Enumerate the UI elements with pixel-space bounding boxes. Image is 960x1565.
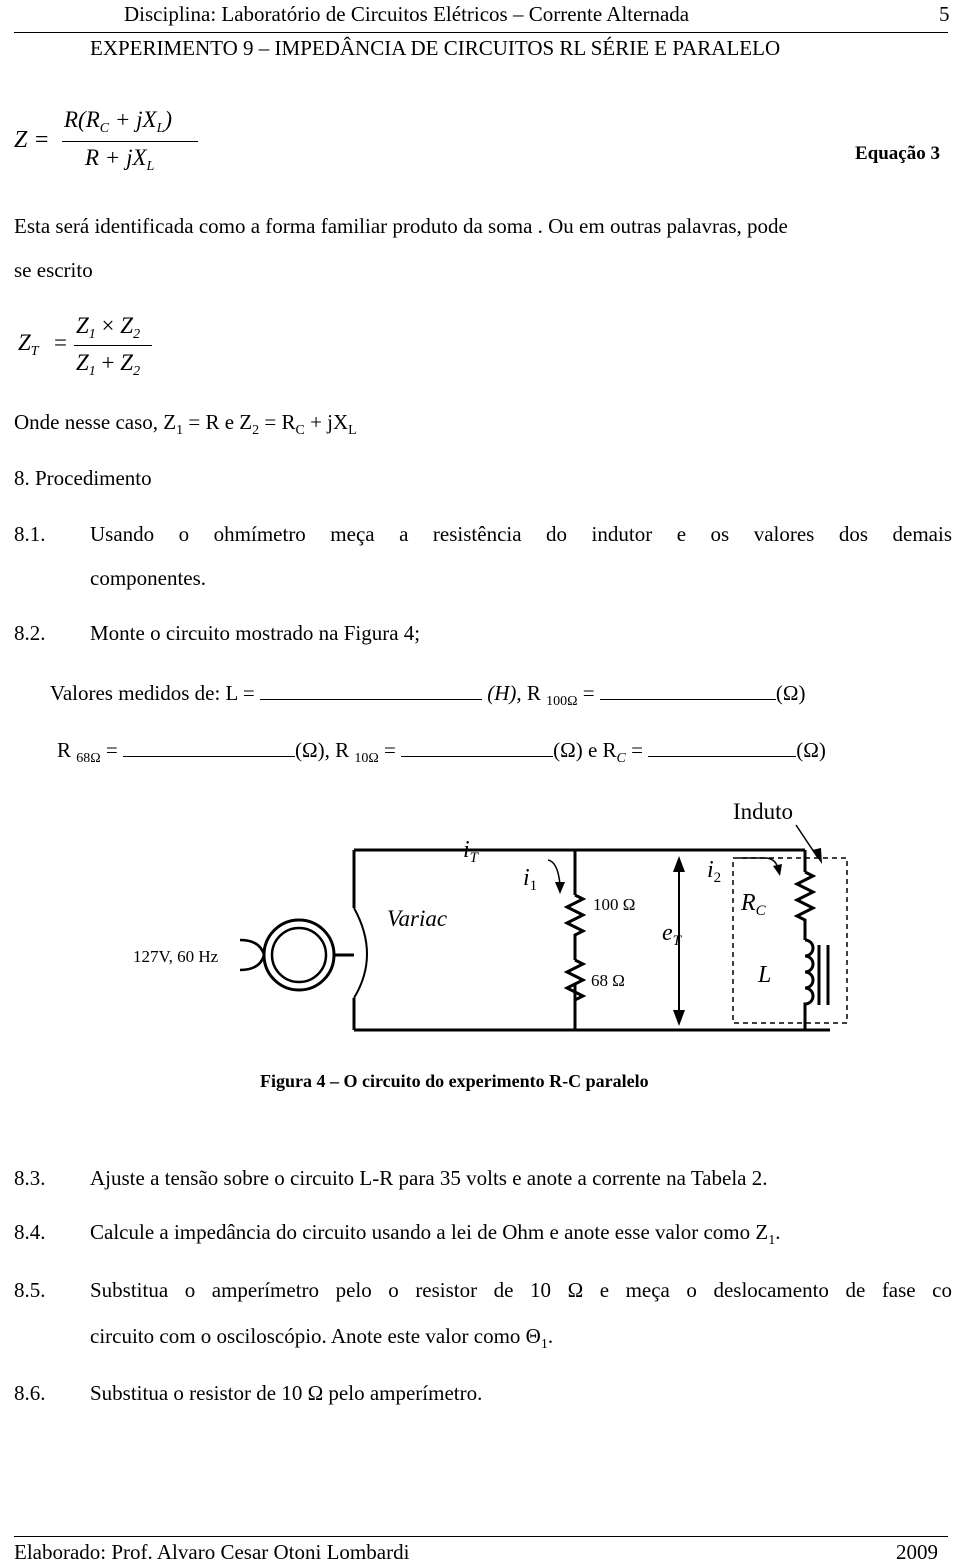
blank-rc[interactable]	[648, 738, 796, 757]
step-8-5-number: 8.5.	[14, 1278, 46, 1302]
zt-fraction-bar	[74, 345, 152, 346]
step-8-6-text: Substitua o resistor de 10 Ω pelo amperímetro.	[90, 1381, 483, 1405]
variac-arc	[354, 908, 367, 998]
label-et: $e_T$	[662, 920, 681, 949]
label-variac: Variac	[387, 906, 448, 931]
step-8-2-number: 8.2.	[14, 621, 46, 645]
inductor-box	[733, 858, 847, 1023]
step-8-3-text: Ajuste a tensão sobre o circuito L-R para 35 volts e anote a corrente na Tabela 2.	[90, 1166, 768, 1190]
eq3-numerator: $R(R_C + jX_L)$	[64, 107, 173, 136]
step-8-6-number: 8.6.	[14, 1381, 46, 1405]
label-it: $i_T$	[463, 837, 479, 866]
footer-rule	[14, 1536, 948, 1537]
measured-line-1: Valores medidos de: L = (H), R $_{100\Omega}$ = (Ω)	[50, 681, 806, 709]
label-induto: Induto	[733, 799, 794, 824]
circuit-wires	[333, 850, 830, 1030]
eq3-denominator: $R + jX_L$	[85, 145, 155, 174]
blank-r68[interactable]	[123, 738, 295, 757]
label-l: L	[758, 962, 772, 988]
header-subtitle: EXPERIMENTO 9 – IMPEDÂNCIA DE CIRCUITOS RL SÉRIE E PARALELO	[90, 36, 781, 60]
label-i2: $i_2$	[707, 857, 722, 886]
zt-lhs: $Z_T$	[18, 330, 39, 359]
ac-source-symbol	[240, 920, 334, 990]
zt-denominator: $Z_1 + Z_2$	[76, 350, 141, 379]
equation-label: Equação 3	[855, 143, 940, 164]
figure-caption: Figura 4 – O circuito do experimento R-C paralelo	[260, 1071, 649, 1091]
resistor-100	[567, 895, 583, 940]
measured-line-2: R $_{68\Omega}$ = (Ω), R $_{10\Omega}$ = (Ω) e $R_C = (\Omega)$	[57, 738, 826, 766]
resistor-rc	[797, 872, 813, 940]
zt-equals: =	[54, 330, 67, 355]
eq3-fraction-bar	[62, 141, 198, 142]
step-8-1-number: 8.1.	[14, 522, 46, 546]
resistor-68	[567, 960, 583, 1000]
label-r68: 68 Ω	[591, 971, 625, 990]
label-i1: $i_1$	[523, 865, 538, 894]
step-8-4-text: Calcule a impedância do circuito usando a lei de Ohm e anote esse valor como $Z_1$.	[90, 1220, 781, 1248]
footer-year: 2009	[896, 1540, 938, 1564]
page-number: 5	[939, 2, 950, 26]
section-heading: 8. Procedimento	[14, 466, 152, 490]
label-rc: $R_C$	[741, 890, 766, 919]
paragraph-line-2: se escrito	[14, 258, 93, 282]
label-r100: 100 Ω	[593, 895, 636, 914]
paragraph-line-1: Esta será identificada como a forma familiar produto da soma . Ou em outras palavras, pode	[14, 214, 788, 238]
circuit-diagram	[0, 790, 960, 1060]
where-line: Onde nesse caso, $Z_1 = R$ e $Z_2 = R_C + jX_L$	[14, 410, 357, 438]
footer-author: Elaborado: Prof. Alvaro Cesar Otoni Lombardi	[14, 1540, 410, 1564]
header-rule	[14, 32, 948, 33]
eq3-lhs: Z =	[14, 127, 50, 153]
blank-r100[interactable]	[600, 681, 776, 700]
step-8-5-text-cont: circuito com o osciloscópio. Anote este valor como $\Theta_1$.	[90, 1324, 554, 1352]
step-8-4-number: 8.4.	[14, 1220, 46, 1244]
step-8-1-text-cont: componentes.	[90, 566, 207, 590]
step-8-5-text: Substitua o amperímetro pelo o resistor de 10 Ω e meça o deslocamento de fase co	[90, 1278, 952, 1302]
inductor-coil	[805, 940, 813, 1005]
i1-arrow	[548, 860, 560, 885]
label-source: 127V, 60 Hz	[133, 947, 219, 966]
blank-r10[interactable]	[401, 738, 553, 757]
i2-arrow	[738, 858, 778, 868]
step-8-1-text: Usando o ohmímetro meça a resistência do indutor e os valores dos demais	[90, 522, 952, 546]
blank-l[interactable]	[260, 681, 482, 700]
step-8-2-text: Monte o circuito mostrado na Figura 4;	[90, 621, 421, 645]
header-title: Disciplina: Laboratório de Circuitos Elétricos – Corrente Alternada	[124, 2, 690, 26]
zt-numerator: $Z_1 \times Z_2$	[76, 313, 141, 342]
step-8-3-number: 8.3.	[14, 1166, 46, 1190]
